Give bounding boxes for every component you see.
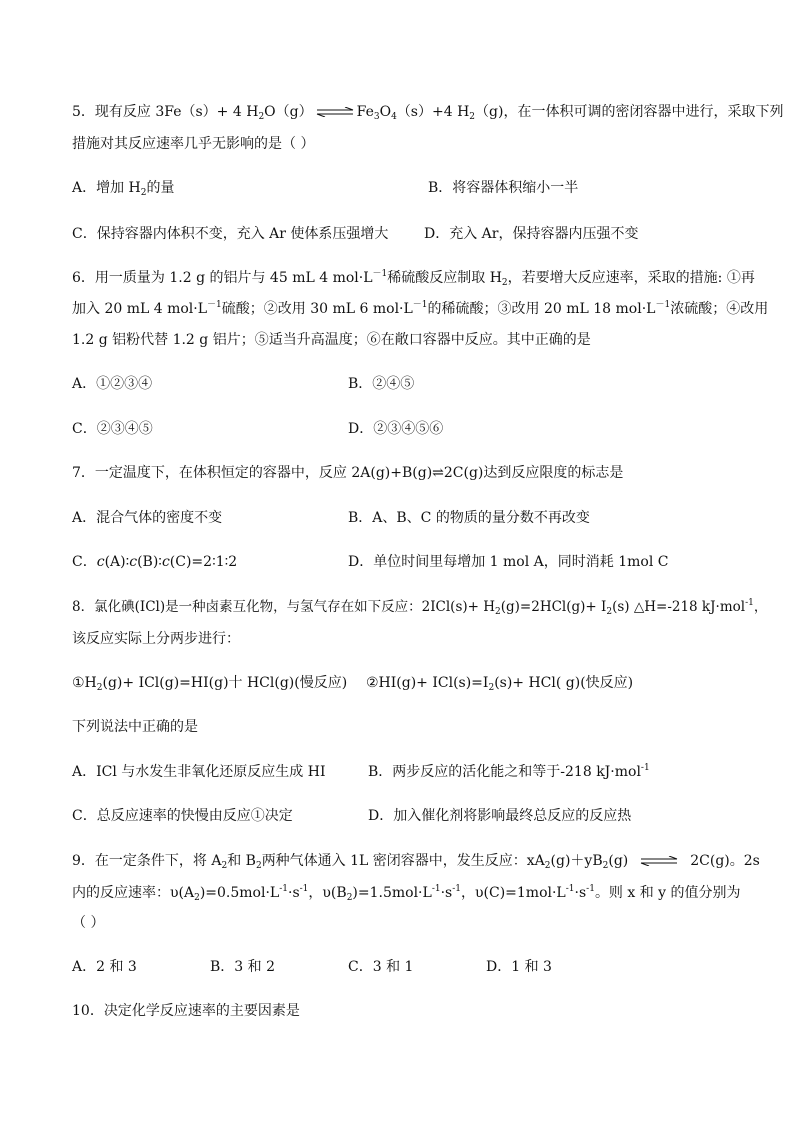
- subscript: 2: [544, 861, 551, 871]
- q9-text-d: ，υ(B: [308, 885, 347, 901]
- q9-text-e: (g): [608, 853, 629, 869]
- q7-option-a[interactable]: A．混合气体的密度不变: [72, 510, 223, 526]
- q8-option-b-text: B．两步反应的活化能之和等于-218 kJ·mol: [368, 764, 641, 780]
- q9-text-e: )=1.5mol·L: [352, 885, 432, 901]
- q9-text-h: ·s: [574, 885, 587, 901]
- superscript: -1: [299, 884, 309, 894]
- q8-option-b[interactable]: [368, 762, 650, 782]
- q10-line1: 10．决定化学反应速率的主要因素是: [72, 1003, 300, 1019]
- subscript: 2: [488, 683, 495, 693]
- q6-line3: 1.2 g 铝粉代替 1.2 g 铝片；⑤适当升高温度；⑥在敞口容器中反应。其中正确的是: [72, 332, 591, 348]
- q9-line2: [72, 883, 741, 903]
- q9-text-b: )=0.5mol·L: [199, 885, 280, 901]
- q9-text-a: 内的反应速率：υ(A: [72, 885, 195, 901]
- superscript: -1: [745, 598, 754, 608]
- superscript: －1: [412, 300, 428, 310]
- q6-line1: [72, 268, 755, 288]
- q8-option-d[interactable]: D．加入催化剂将影响最终总反应的反应热: [368, 808, 632, 824]
- q9-line1: [72, 851, 760, 871]
- superscript: -1: [279, 884, 288, 894]
- q6-text-b: 硫酸；②改用 30 mL 6 mol·L: [221, 301, 413, 317]
- superscript: -1: [586, 884, 595, 894]
- q5-line1: [72, 102, 783, 122]
- q6-line2: [72, 299, 768, 319]
- q8-option-a[interactable]: A．ICl 与水发生非氧化还原反应生成 HI: [72, 764, 326, 780]
- q6-text-c: 的稀硫酸；③改用 20 mL 18 mol·L: [427, 301, 656, 317]
- q6-option-c[interactable]: C．②③④⑤: [72, 421, 153, 437]
- q8-step1-text-b: (g)+ ICl(g)=HI(g)十 HCl(g)(慢反应): [102, 675, 348, 691]
- q6-text-c: ，若要增大反应速率，采取的措施: ①再: [507, 270, 755, 286]
- superscript: -1: [565, 884, 575, 894]
- q9-text-g: ，υ(C)=1mol·L: [461, 885, 566, 901]
- q5-text-a: 5．现有反应 3Fe（s）+ 4 H: [72, 104, 259, 120]
- q5-text-c: Fe: [356, 104, 374, 120]
- q7-option-d[interactable]: D．单位时间里每增加 1 mol A，同时消耗 1mol C: [348, 554, 669, 570]
- q7-line1: 7．一定温度下，在体积恒定的容器中，反应 2A(g)+B(g)⇌2C(g)达到反应限度的标志是: [72, 465, 624, 481]
- q5-option-a-text: A．增加 H: [72, 180, 141, 196]
- q8-step1-text-a: ①H: [72, 675, 97, 691]
- q6-option-d[interactable]: D．②③④⑤⑥: [348, 421, 444, 437]
- q9-text-c: ·s: [288, 885, 300, 901]
- q5-text-d: O: [379, 104, 392, 120]
- subscript: 2: [602, 861, 609, 871]
- q6-text-a: 6．用一质量为 1.2 g 的铝片与 45 mL 4 mol·L: [72, 270, 373, 286]
- subscript: 2: [469, 112, 476, 122]
- q5-option-d[interactable]: D．充入 Ar，保持容器内压强不变: [424, 226, 639, 242]
- superscript: -1: [431, 884, 441, 894]
- q8-line4: 下列说法中正确的是: [72, 719, 198, 735]
- q5-option-b[interactable]: B．将容器体积缩小一半: [428, 180, 579, 196]
- subscript: 2: [346, 893, 353, 903]
- q7-option-c-italic: c: [96, 554, 105, 570]
- q6-option-a[interactable]: A．①②③④: [72, 376, 153, 392]
- q5-option-a-text-b: 的量: [146, 180, 175, 196]
- superscript: -1: [452, 884, 462, 894]
- q9-line3: （ ）: [72, 915, 105, 931]
- q8-line2: 该反应实际上分两步进行：: [72, 631, 240, 647]
- subscript: 2: [221, 861, 228, 871]
- subscript: 2: [255, 861, 262, 871]
- subscript: 2: [501, 278, 508, 288]
- q9-text-a: 9．在一定条件下，将 A: [72, 853, 222, 869]
- q8-line1: [72, 597, 767, 617]
- q7-option-c[interactable]: [72, 552, 237, 572]
- q6-option-b[interactable]: B．②④⑤: [348, 376, 415, 392]
- q9-text-d: (g)＋yB: [550, 853, 603, 869]
- subscript: 2: [606, 607, 613, 617]
- q9-text-f: 2C(g)。2s: [690, 853, 760, 869]
- q7-option-c-italic: c: [161, 554, 170, 570]
- superscript: －1: [372, 269, 388, 279]
- superscript: －1: [655, 300, 671, 310]
- q9-text-f: ·s: [440, 885, 453, 901]
- q5-option-a[interactable]: [72, 178, 175, 198]
- q8-text-b: (g)=2HCl(g)+ I: [500, 599, 607, 615]
- superscript: -1: [640, 763, 650, 773]
- q6-text-d: 浓硫酸；④改用: [670, 301, 769, 317]
- subscript: 2: [96, 683, 103, 693]
- q8-step2: [366, 673, 633, 693]
- q6-text-b: 稀硫酸反应制取 H: [387, 270, 502, 286]
- superscript: －1: [207, 300, 222, 310]
- q5-option-c[interactable]: C．保持容器内体积不变，充入 Ar 使体系压强增大: [72, 226, 389, 242]
- q5-line2: 措施对其反应速率几乎无影响的是（ ）: [72, 136, 315, 152]
- q9-option-d[interactable]: D．1 和 3: [486, 959, 552, 975]
- q7-option-c-italic: c: [129, 554, 138, 570]
- q8-step2-text-b: (s)+ HCl( g)(快反应): [494, 675, 634, 691]
- q9-option-c[interactable]: C．3 和 1: [348, 959, 414, 975]
- q7-option-c-text-d: (B)∶: [137, 554, 162, 570]
- q9-option-a[interactable]: A．2 和 3: [72, 959, 137, 975]
- subscript: 2: [495, 607, 501, 617]
- q7-option-c-text-e: (C)=2∶1∶2: [169, 554, 238, 570]
- q8-text-c: (s) △H=-218 kJ·mol: [612, 599, 746, 615]
- q9-option-b[interactable]: B．3 和 2: [210, 959, 276, 975]
- subscript: 2: [140, 188, 147, 198]
- q7-option-b[interactable]: B．A、B、C 的物质的量分数不再改变: [348, 510, 590, 526]
- q5-text-b: O（g）: [264, 104, 313, 120]
- q9-text-i: 。则 x 和 y 的值分别为: [594, 885, 741, 901]
- subscript: 2: [258, 112, 265, 122]
- q7-option-c-text-a: C．: [72, 554, 97, 570]
- q8-step2-text-a: ②HI(g)+ ICl(s)=I: [366, 675, 489, 691]
- q8-option-c[interactable]: C．总反应速率的快慢由反应①决定: [72, 808, 293, 824]
- q5-text-f: （g)，在一体积可调的密闭容器中进行，采取下列: [475, 104, 784, 120]
- q6-text-a: 加入 20 mL 4 mol·L: [72, 301, 208, 317]
- equilibrium-arrow-icon: [315, 107, 355, 117]
- equilibrium-arrow-icon: [630, 856, 688, 866]
- q9-text-c: 两种气体通入 1L 密闭容器中，发生反应：xA: [261, 853, 545, 869]
- subscript: 4: [391, 112, 397, 122]
- q8-text-a: 8．氯化碘(ICl)是一种卤素互化物，与氢气存在如下反应：2ICl(s)+ H: [72, 599, 496, 615]
- q9-text-b: 和 B: [227, 853, 256, 869]
- q8-text-e: ，: [753, 599, 768, 615]
- q5-text-e: （s）+4 H: [396, 104, 470, 120]
- subscript: 3: [373, 112, 380, 122]
- q7-option-c-text-c: (A)∶: [104, 554, 130, 570]
- subscript: 2: [194, 893, 200, 903]
- q8-step1: [72, 673, 347, 693]
